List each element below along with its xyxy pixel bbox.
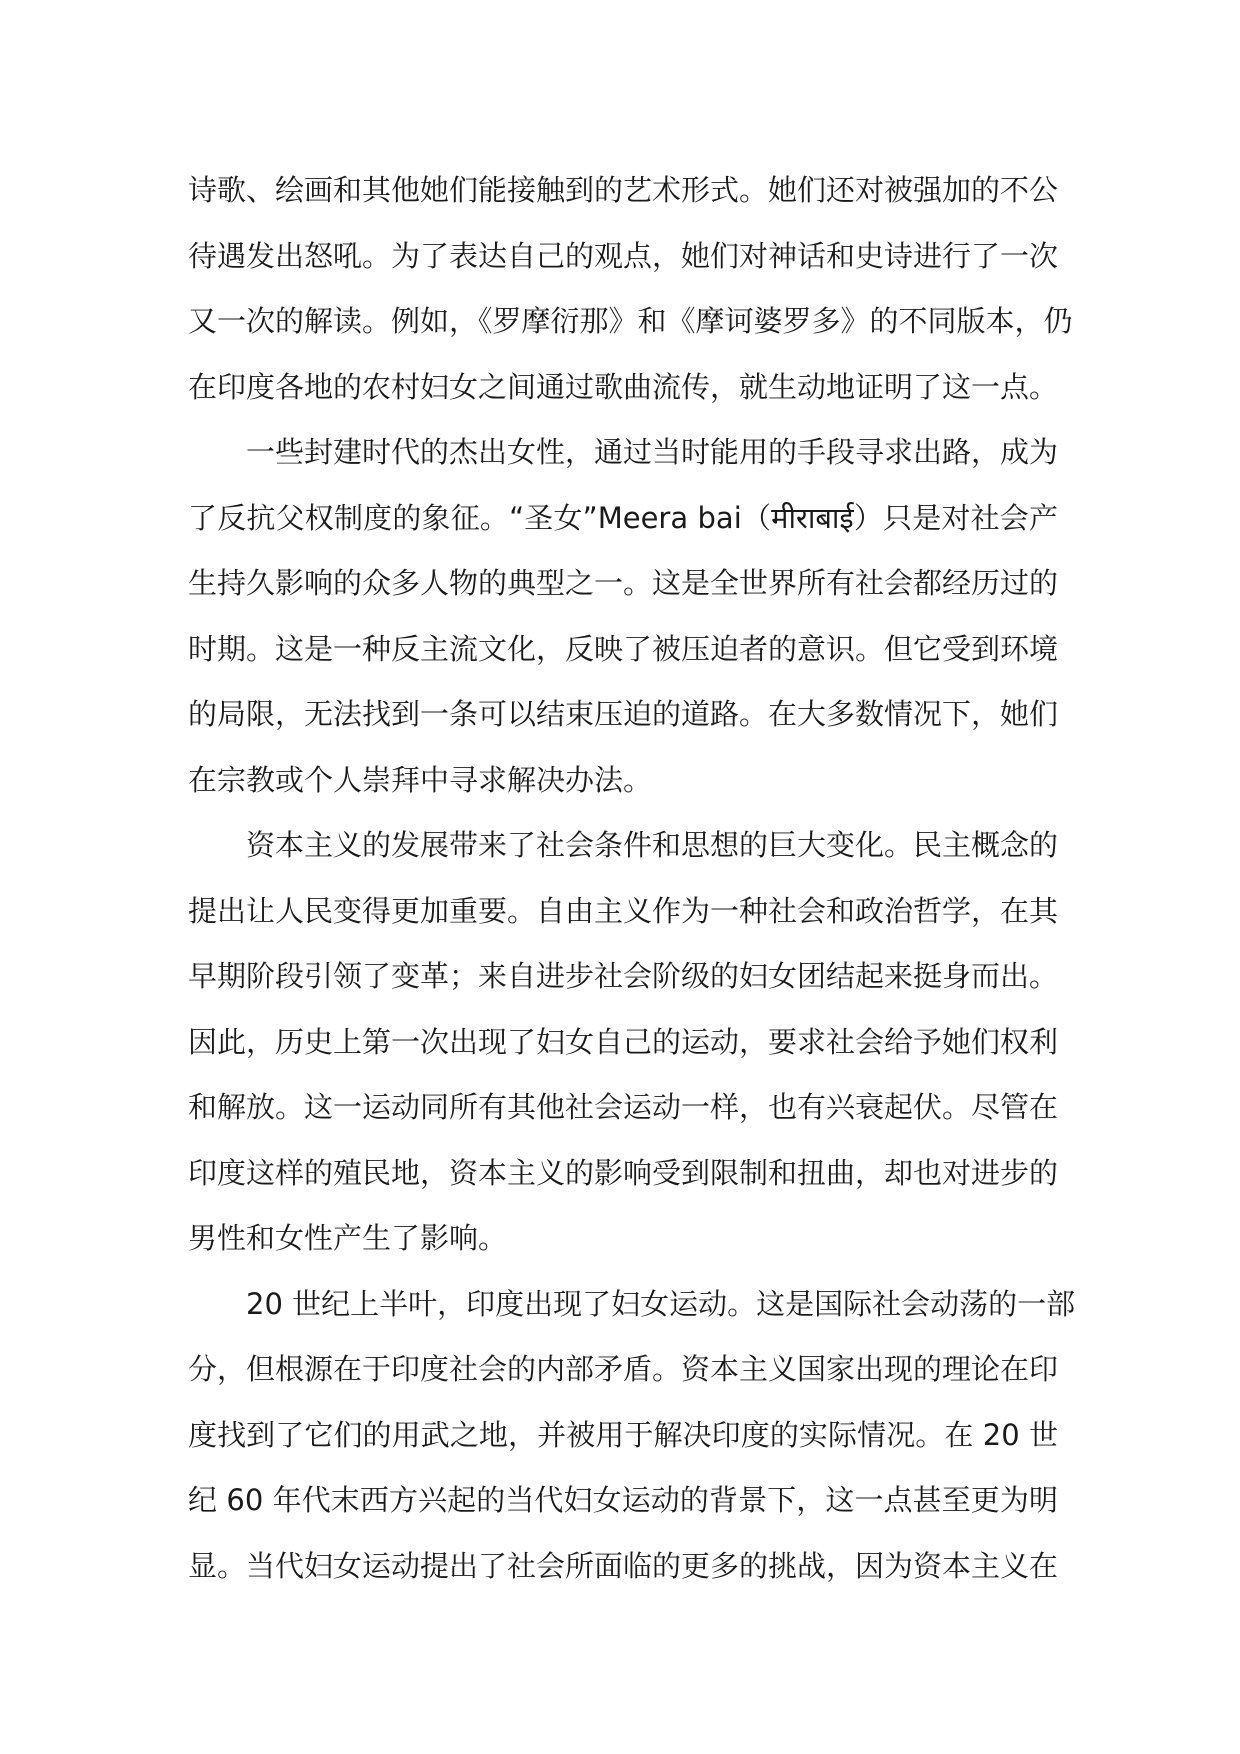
text-line: 的局限，无法找到一条可以结束压迫的道路。在大多数情况下，她们 <box>188 697 1059 731</box>
text-line: 显。当代妇女运动提出了社会所面临的更多的挑战，因为资本主义在 <box>188 1548 1059 1583</box>
text-line: 分，但根源在于印度社会的内部矛盾。资本主义国家出现的理论在印 <box>188 1352 1059 1386</box>
text-line: 和解放。这一运动同所有其他社会运动一样，也有兴衰起伏。尽管在 <box>188 1090 1059 1124</box>
text-line: 早期阶段引领了变革；来自进步社会阶级的妇女团结起来挺身而出。 <box>188 959 1059 993</box>
text-line: 资本主义的发展带来了社会条件和思想的巨大变化。民主概念的 <box>246 828 1059 862</box>
text-line: 了反抗父权制度的象征。“圣女”Meera bai（मीराबाई）只是对社会产 <box>188 500 1058 535</box>
text-line: 印度这样的殖民地，资本主义的影响受到限制和扭曲，却也对进步的 <box>188 1155 1059 1190</box>
text-line: 20 世纪上半叶，印度出现了妇女运动。这是国际社会动荡的一部 <box>246 1286 1076 1321</box>
text-line: 在印度各地的农村妇女之间通过歌曲流传，就生动地证明了这一点。 <box>188 369 1059 404</box>
text-line: 又一次的解读。例如，《罗摩衍那》和《摩诃婆罗多》的不同版本，仍 <box>188 304 1073 338</box>
text-line: 时期。这是一种反主流文化，反映了被压迫者的意识。但它受到环境 <box>188 631 1059 666</box>
body-text <box>188 158 1076 1599</box>
text-line: 因此，历史上第一次出现了妇女自己的运动，要求社会给予她们权利 <box>188 1024 1059 1059</box>
text-line: 诗歌、绘画和其他她们能接触到的艺术形式。她们还对被强加的不公 <box>188 173 1059 207</box>
text-line: 待遇发出怒吼。为了表达自己的观点，她们对神话和史诗进行了一次 <box>188 238 1059 273</box>
text-line: 男性和女性产生了影响。 <box>188 1221 508 1255</box>
text-line: 提出让人民变得更加重要。自由主义作为一种社会和政治哲学，在其 <box>188 893 1059 928</box>
text-line: 生持久影响的众多人物的典型之一。这是全世界所有社会都经历过的 <box>188 566 1059 600</box>
text-line: 一些封建时代的杰出女性，通过当时能用的手段寻求出路，成为 <box>246 435 1059 469</box>
text-line: 度找到了它们的用武之地，并被用于解决印度的实际情况。在 20 世 <box>188 1417 1058 1452</box>
text-line: 纪 60 年代末西方兴起的当代妇女运动的背景下，这一点甚至更为明 <box>188 1483 1058 1517</box>
text-line: 在宗教或个人崇拜中寻求解决办法。 <box>188 762 653 797</box>
